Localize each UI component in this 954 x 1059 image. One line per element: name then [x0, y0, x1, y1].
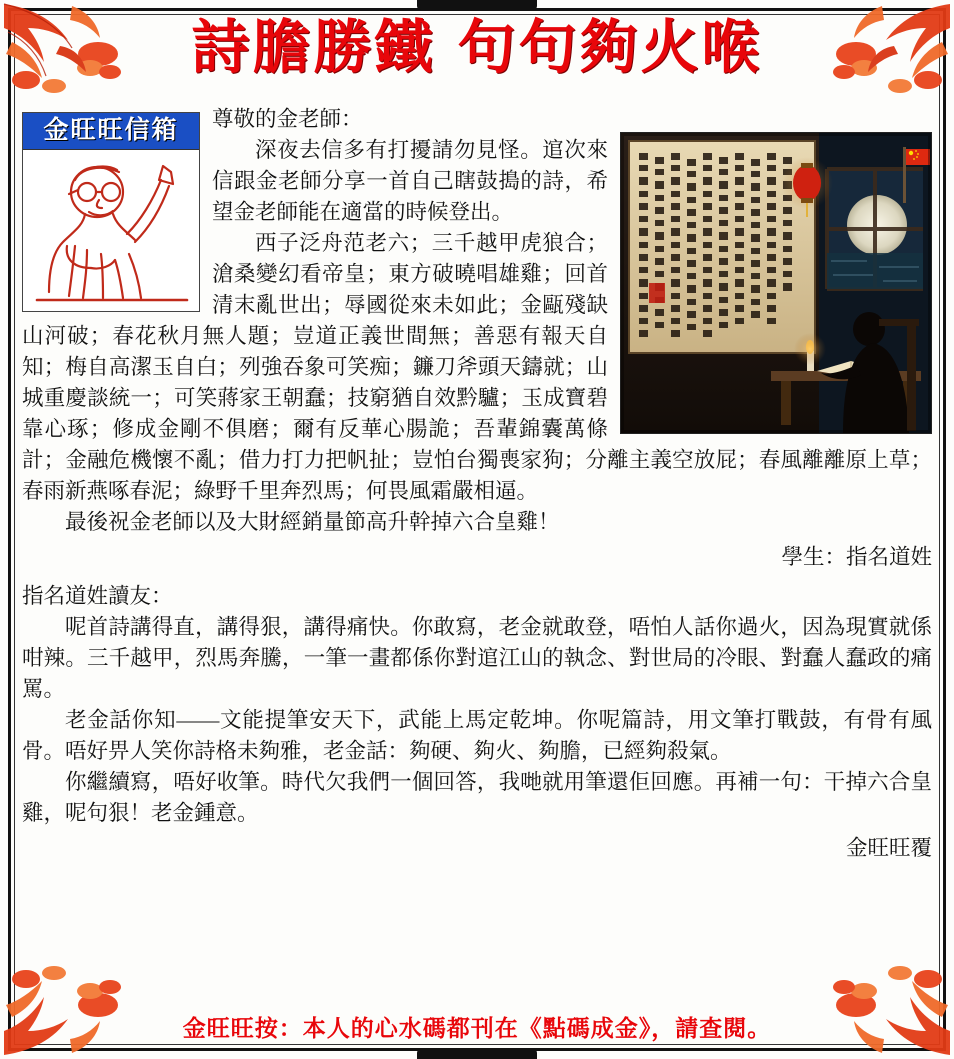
letter2-signature: 金旺旺覆 [845, 836, 932, 860]
letter1-closing: 最後祝金老師以及大財經銷量節高升幹掉六合皇雞！ [65, 510, 560, 534]
letter2-paragraph-2: 老金話你知——文能提筆安天下，武能上馬定乾坤。你呢篇詩，用文筆打戰鼓，有骨有風骨。唔好畀人笑你詩格未夠雅，老金話：夠硬、夠火、夠膽，已經夠殺氣。 [22, 708, 932, 763]
letter1-poem: 西子泛舟范老六；三千越甲虎狼合；滄桑變幻看帝皇；東方破曉唱雄雞；回首清末亂世出；辱國從來未如此；金甌殘缺山河破；春花秋月無人題；豈道正義世間無；善惡有報天自知；梅自高潔玉自白；列強吞象可笑痴；鐮刀斧頭天鑄就；山城重慶談統一；可笑蔣家王朝蠢；技窮猶自效黔驢；玉成寶碧靠心琢；修成金剛不俱磨；爾有反華心腸詭；吾輩錦囊萬條計；金融危機懷不亂；借力打力把帆扯；豈怕台獨喪家狗；分離主義空放屁；春風離離原上草；春雨新燕啄春泥；綠野千里奔烈馬；何畏風霜嚴相逼。 [22, 231, 932, 503]
reply-letter [22, 581, 932, 864]
letter2-paragraph-1: 呢首詩講得直，講得狠，講得痛快。你敢寫，老金就敢登，唔怕人話你過火，因為現實就係咁辣。三千越甲，烈馬奔騰，一筆一畫都係你對逭江山的執念、對世局的冷眼、對蠢人蠢政的痛罵。 [22, 615, 932, 701]
letter1-paragraph-1: 深夜去信多有打擾請勿見怪。逭次來信跟金老師分享一首自己瞎鼓搗的詩，希望金老師能在適當的時候登出。 [212, 138, 608, 224]
headline-text [191, 15, 763, 80]
top-tab-marker [417, 0, 537, 10]
article-body [22, 104, 932, 999]
page-title [0, 15, 954, 80]
letter1-salutation: 尊敬的金老師： [212, 107, 363, 131]
headline-part1: 詩膽勝鐵 [191, 15, 436, 80]
mailbox-logo [22, 112, 200, 312]
mailbox-logo-label: 金旺旺信箱 [23, 113, 199, 150]
headline-part2: 句句夠火喉 [457, 15, 763, 80]
letter1-signature: 學生：指名道姓 [781, 545, 932, 569]
editor-footnote: 金旺旺按：本人的心水碼都刊在《點碼成金》，請查閱。 [182, 1016, 772, 1041]
letter2-salutation: 指名道姓讀友： [22, 584, 173, 608]
mailbox-logo-illustration [23, 150, 199, 311]
bottom-tab-marker [417, 1049, 537, 1059]
article-photo [620, 132, 932, 434]
letter2-paragraph-3: 你繼續寫，唔好收筆。時代欠我們一個回答，我哋就用筆還佢回應。再補一句：干掉六合皇雞，呢句狠！老金鍾意。 [22, 770, 932, 825]
